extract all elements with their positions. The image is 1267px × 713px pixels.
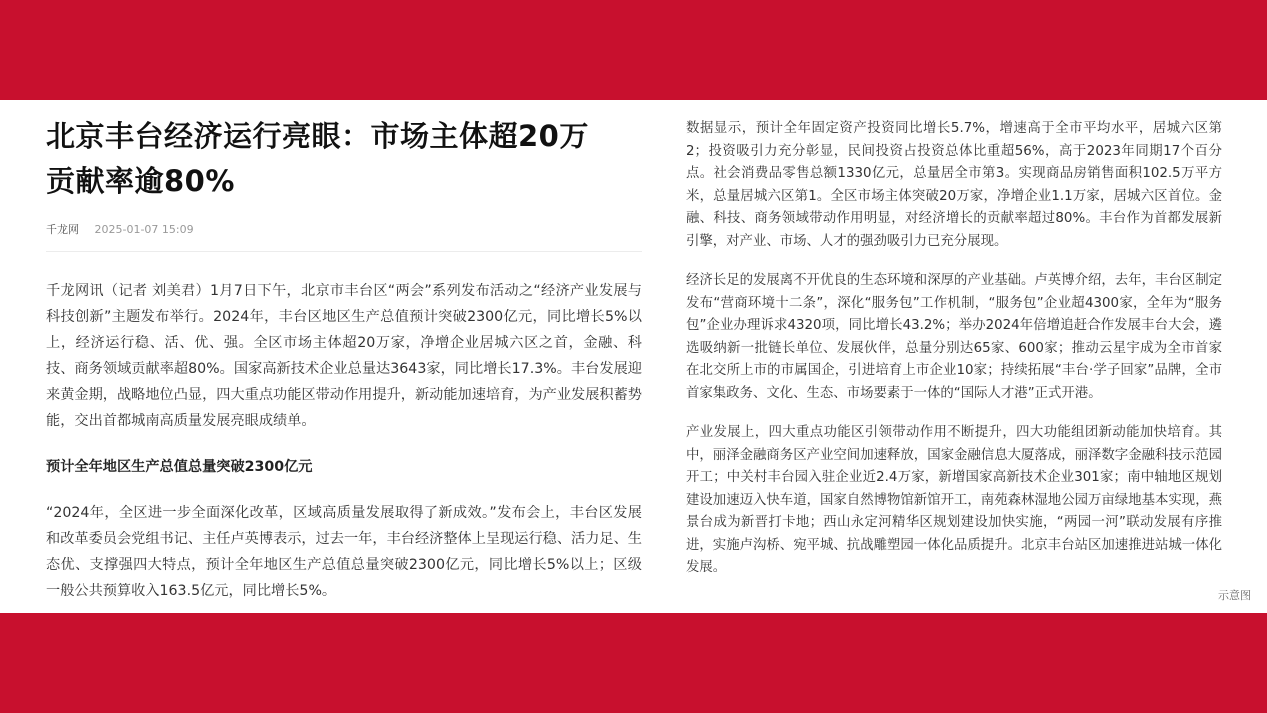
data-paragraph: 数据显示，预计全年固定资产投资同比增长5.7%，增速高于全市平均水平，居城六区第2；投资吸引力充分彰显，民间投资占投资总体比重超56%，高于2023年同期17个百分点。社会消费品零售总额1330亿元，总量居全市第3。实现商品房销售面积102.5万平方米，总量居城六区第1。全区市场主体突破20万家，净增企业1.1万家，居城六区首位。金融、科技、商务领域带动作用明显，对经济增长的贡献率超过80%。丰台作为首都发展新引擎，对产业、市场、人才的强劲吸引力已充分展现。 <box>686 121 1222 249</box>
article-right-column <box>686 118 1222 580</box>
bottom-red-band <box>0 613 1267 713</box>
industry-paragraph: 产业发展上，四大重点功能区引领带动作用不断提升，四大功能组团新动能加快培育。其中，丽泽金融商务区产业空间加速释放，国家金融信息大厦落成，丽泽数字金融科技示范园开工；中关村丰台园入驻企业近2.4万家，新增国家高新技术企业301家；南中轴地区规划建设加速迈入快车道，国家自然博物馆新馆开工，南苑森林湿地公园万亩绿地基本实现，燕景台成为新晋打卡地；西山永定河精华区规划建设加快实施，“两园一河”联动发展有序推进，实施卢沟桥、宛平城、抗战雕塑园一体化品质提升。北京丰台站区加速推进站城一体化发展。 <box>686 425 1222 575</box>
top-red-band <box>0 0 1267 100</box>
image-caption: 示意图 <box>1218 589 1251 602</box>
environment-paragraph: 经济长足的发展离不开优良的生态环境和深厚的产业基础。卢英博介绍，去年，丰台区制定发布“营商环境十二条”，深化“服务包”工作机制，“服务包”企业超4300家，全年为“服务包”企业办理诉求4320项，同比增长43.2%；举办2024年倍增追赶合作发展丰台大会，遴选吸纳新一批链长单位、发展伙伴，总量分别达65家、600家；推动云星宇成为全市首家在北交所上市的市属国企，引进培育上市企业10家；持续拓展“丰台·学子回家”品牌，全市首家集政务、文化、生态、市场要素于一体的“国际人才港”正式开港。 <box>686 273 1222 401</box>
article-source: 千龙网 <box>46 223 79 236</box>
article-panel <box>0 100 1267 613</box>
article-datetime: 2025-01-07 15:09 <box>94 223 194 236</box>
title-line-2: 贡献率逾80% <box>46 164 235 198</box>
article-left-column <box>46 114 642 604</box>
article-title <box>46 114 642 204</box>
title-line-1: 北京丰台经济运行亮眼：市场主体超20万 <box>46 119 589 153</box>
article-meta <box>46 222 642 252</box>
section-subheading: 预计全年地区生产总值总量突破2300亿元 <box>46 459 313 475</box>
quote-paragraph: “2024年，全区进一步全面深化改革，区域高质量发展取得了新成效。”发布会上，丰台区发展和改革委员会党组书记、主任卢英博表示，过去一年，丰台经济整体上呈现运行稳、活力足、生态优、支撑强四大特点，预计全年地区生产总值总量突破2300亿元，同比增长5%以上；区级一般公共预算收入163.5亿元，同比增长5%。 <box>46 505 642 599</box>
lead-paragraph: 千龙网讯（记者 刘美君）1月7日下午，北京市丰台区“两会”系列发布活动之“经济产业发展与科技创新”主题发布举行。2024年，丰台区地区生产总值预计突破2300亿元，同比增长5%以上，经济运行稳、活、优、强。全区市场主体超20万家，净增企业居城六区之首，金融、科技、商务领域贡献率超80%。国家高新技术企业总量达3643家，同比增长17.3%。丰台发展迎来黄金期，战略地位凸显，四大重点功能区带动作用提升，新动能加速培育，为产业发展积蓄势能，交出首都城南高质量发展亮眼成绩单。 <box>46 283 642 429</box>
